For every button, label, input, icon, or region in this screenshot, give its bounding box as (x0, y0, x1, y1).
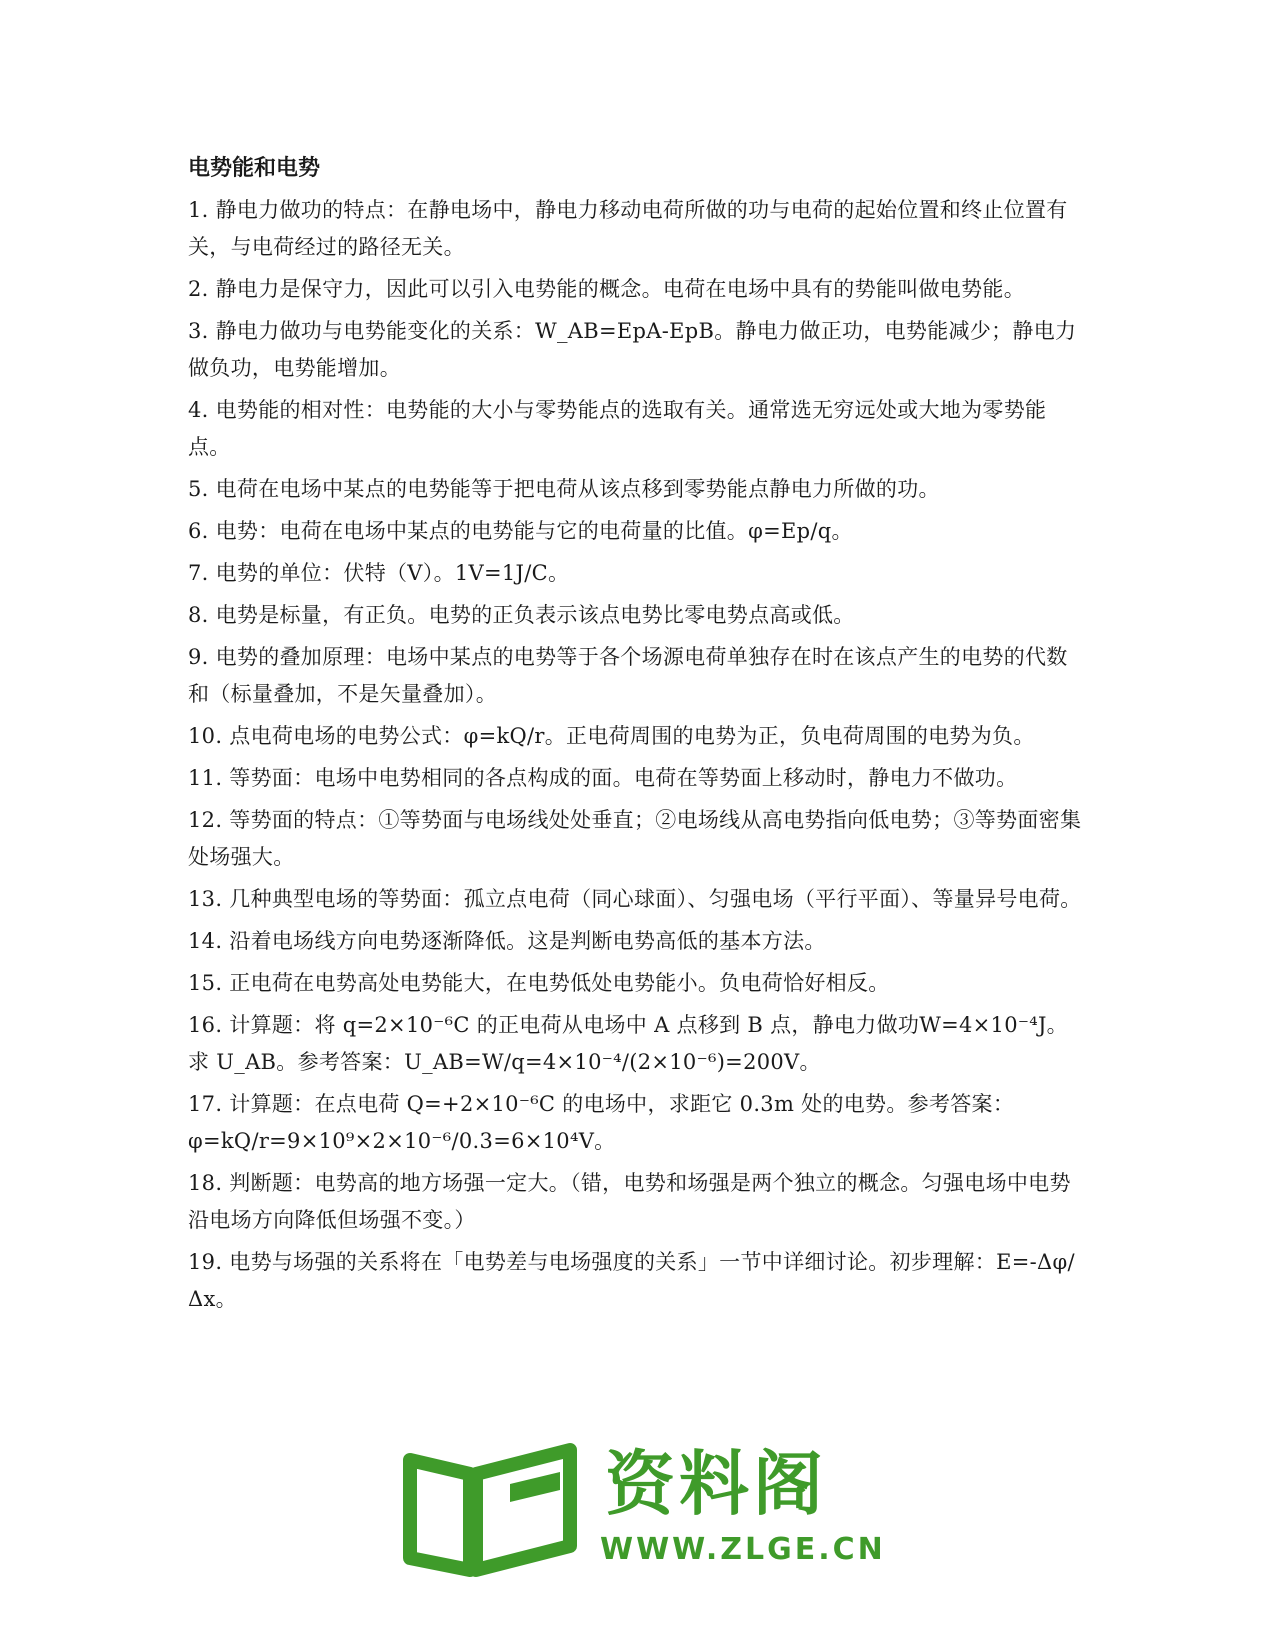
list-item: 18. 判断题：电势高的地方场强一定大。（错，电势和场强是两个独立的概念。匀强电场中电势沿电场方向降低但场强不变。） (188, 1171, 1071, 1232)
list-item: 3. 静电力做功与电势能变化的关系：W_AB=EpA-EpB。静电力做正功，电势能减少；静电力做负功，电势能增加。 (188, 319, 1077, 380)
list-item: 16. 计算题：将 q=2×10⁻⁶C 的正电荷从电场中 A 点移到 B 点，静电力做功W=4×10⁻⁴J。求 U_AB。参考答案：U_AB=W/q=4×10⁻⁴/(2×10⁻⁶)=200V。 (188, 1013, 1068, 1074)
list-item: 9. 电势的叠加原理：电场中某点的电势等于各个场源电荷单独存在时在该点产生的电势的代数和（标量叠加，不是矢量叠加）。 (188, 645, 1068, 706)
site-logo (400, 1440, 886, 1580)
list-item: 6. 电势：电荷在电场中某点的电势能与它的电荷量的比值。φ=Ep/q。 (188, 519, 853, 543)
list-item: 13. 几种典型电场的等势面：孤立点电荷（同心球面）、匀强电场（平行平面）、等量异号电荷。 (188, 887, 1082, 911)
list-item: 12. 等势面的特点：①等势面与电场线处处垂直；②电场线从高电势指向低电势；③等势面密集处场强大。 (188, 808, 1082, 869)
list-item: 1. 静电力做功的特点：在静电场中，静电力移动电荷所做的功与电荷的起始位置和终止位置有关，与电荷经过的路径无关。 (188, 198, 1068, 259)
list-item: 11. 等势面：电场中电势相同的各点构成的面。电荷在等势面上移动时，静电力不做功。 (188, 766, 1018, 790)
logo-name: 资料阁 (605, 1443, 827, 1525)
list-item: 14. 沿着电场线方向电势逐渐降低。这是判断电势高低的基本方法。 (188, 929, 826, 953)
list-item: 7. 电势的单位：伏特（V）。1V=1J/C。 (188, 561, 570, 585)
list-item: 15. 正电荷在电势高处电势能大，在电势低处电势能小。负电荷恰好相反。 (188, 971, 890, 995)
list-item: 10. 点电荷电场的电势公式：φ=kQ/r。正电荷周围的电势为正，负电荷周围的电势为负。 (188, 724, 1035, 748)
logo-url: WWW.ZLGE.CN (600, 1532, 886, 1567)
open-book-icon (400, 1440, 590, 1580)
list-item: 4. 电势能的相对性：电势能的大小与零势能点的选取有关。通常选无穷远处或大地为零势能点。 (188, 398, 1047, 459)
list-item: 2. 静电力是保守力，因此可以引入电势能的概念。电荷在电场中具有的势能叫做电势能。 (188, 277, 1026, 301)
list-item: 8. 电势是标量，有正负。电势的正负表示该点电势比零电势点高或低。 (188, 603, 855, 627)
list-item: 5. 电荷在电场中某点的电势能等于把电荷从该点移到零势能点静电力所做的功。 (188, 477, 940, 501)
document-body (188, 152, 1088, 1323)
list-item: 19. 电势与场强的关系将在「电势差与电场强度的关系」一节中详细讨论。初步理解：E=-Δφ/Δx。 (188, 1250, 1075, 1311)
document-title: 电势能和电势 (188, 156, 321, 181)
list-item: 17. 计算题：在点电荷 Q=+2×10⁻⁶C 的电场中，求距它 0.3m 处的电势。参考答案：φ=kQ/r=9×10⁹×2×10⁻⁶/0.3=6×10⁴V。 (188, 1092, 1015, 1153)
